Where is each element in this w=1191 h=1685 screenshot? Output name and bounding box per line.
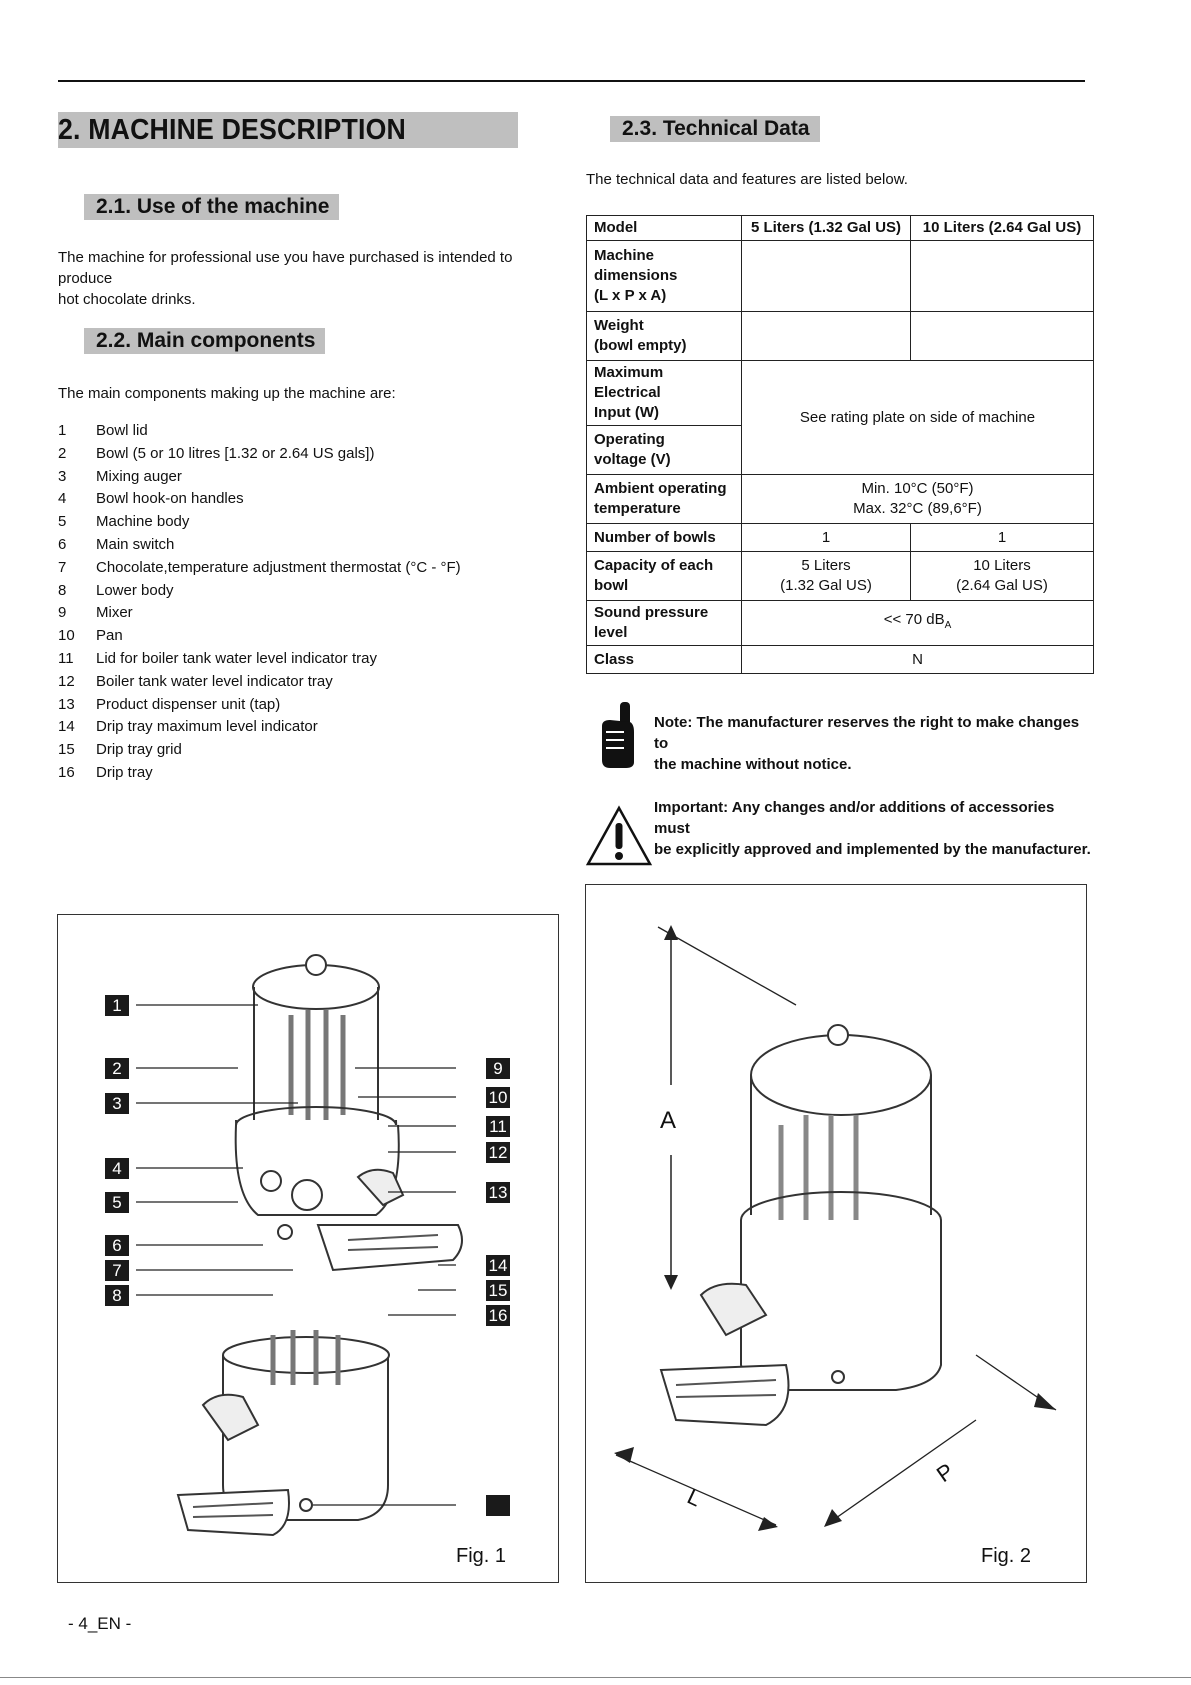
callout-2: 2: [105, 1058, 129, 1079]
row-capacity-label: Capacity of each bowl: [587, 552, 742, 601]
callout-10: 10: [486, 1087, 510, 1108]
callout-13: 13: [486, 1182, 510, 1203]
components-heading: 2.2. Main components: [84, 328, 325, 354]
col-5l: 5 Liters (1.32 Gal US): [742, 216, 911, 241]
tech-intro: The technical data and features are listed below.: [586, 171, 908, 188]
list-item: 2 Bowl (5 or 10 litres [1.32 or 2.64 US gals]): [58, 444, 375, 462]
use-text-line2: hot chocolate drinks.: [58, 291, 196, 308]
components-intro: The main components making up the machine are:: [58, 385, 396, 402]
callout-16: 16: [486, 1305, 510, 1326]
use-text-line1: The machine for professional use you have purchased is intended to produce: [58, 249, 513, 287]
list-item: 15 Drip tray grid: [58, 741, 182, 759]
list-item: 4 Bowl hook-on handles: [58, 490, 244, 508]
list-item: 1 Bowl lid: [58, 422, 148, 439]
row-voltage-label: Operating voltage (V): [587, 426, 742, 475]
ambient-value: Min. 10°C (50°F) Max. 32°C (89,6°F): [742, 475, 1094, 524]
callout-7: 7: [105, 1260, 129, 1281]
bowls-10l: 1: [911, 524, 1094, 552]
dimensions-5l: [742, 241, 911, 312]
fig1-caption: Fig. 1: [456, 1545, 507, 1567]
table-row: [587, 524, 1094, 552]
rating-plate-value: See rating plate on side of machine: [742, 361, 1094, 475]
list-item: 6 Main switch: [58, 535, 175, 553]
row-bowls-label: Number of bowls: [587, 524, 742, 552]
callout-11: 11: [486, 1116, 510, 1137]
table-row: [587, 475, 1094, 524]
col-model: Model: [587, 216, 742, 241]
table-row: [587, 646, 1094, 674]
row-ambient-label: Ambient operating temperature: [587, 475, 742, 524]
callout-blank: [486, 1495, 510, 1516]
sound-value: << 70 $dB_A$: [742, 601, 1094, 646]
dimension-a-label: A: [660, 1107, 677, 1134]
note-text: Note: The manufacturer reserves the right to make changes to the machine without notice.: [654, 714, 1080, 773]
fig2-caption: Fig. 2: [981, 1545, 1032, 1567]
bottom-rule: [0, 1677, 1191, 1678]
components-list: [58, 420, 538, 785]
figure-2: [585, 884, 1087, 1583]
col-10l: 10 Liters (2.64 Gal US): [911, 216, 1094, 241]
list-item: 13 Product dispenser unit (tap): [58, 695, 281, 713]
capacity-5l: 5 Liters (1.32 Gal US): [742, 552, 911, 601]
list-item: 3 Mixing auger: [58, 467, 182, 485]
figure-1: [57, 914, 559, 1583]
weight-10l: [911, 312, 1094, 361]
table-row: [587, 216, 1094, 241]
table-row: [587, 552, 1094, 601]
table-row: [587, 312, 1094, 361]
dimensions-10l: [911, 241, 1094, 312]
top-rule: [58, 80, 1085, 82]
weight-5l: [742, 312, 911, 361]
table-row: [587, 241, 1094, 312]
warning-triangle-icon: [585, 805, 653, 867]
dimension-p-label: P: [931, 1458, 959, 1488]
row-max-input-label: Maximum Electrical Input (W): [587, 361, 742, 426]
table-row: [587, 361, 1094, 426]
callout-6: 6: [105, 1235, 129, 1256]
list-item: 11 Lid for boiler tank water level indicator tray: [58, 649, 377, 667]
tech-heading: 2.3. Technical Data: [610, 116, 820, 142]
capacity-10l: 10 Liters (2.64 Gal US): [911, 552, 1094, 601]
callout-15: 15: [486, 1280, 510, 1301]
bowls-5l: 1: [742, 524, 911, 552]
list-item: 16 Drip tray: [58, 763, 153, 781]
list-item: 12 Boiler tank water level indicator tray: [58, 672, 333, 690]
row-class-label: Class: [587, 646, 742, 674]
use-text: [58, 247, 568, 310]
callout-8: 8: [105, 1285, 129, 1306]
section-title: 2. MACHINE DESCRIPTION: [58, 112, 518, 148]
class-value: N: [742, 646, 1094, 674]
use-heading: 2.1. Use of the machine: [84, 194, 339, 220]
row-dimensions-label: Machine dimensions (L x P x A): [587, 241, 742, 312]
list-item: 9 Mixer: [58, 604, 133, 622]
list-item: 5 Machine body: [58, 513, 190, 531]
list-item: 8 Lower body: [58, 581, 174, 599]
list-item: 10 Pan: [58, 627, 123, 645]
table-row: [587, 601, 1094, 646]
dimension-l-label: L: [683, 1483, 706, 1512]
callout-14: 14: [486, 1255, 510, 1276]
callout-5: 5: [105, 1192, 129, 1213]
important-text: Important: Any changes and/or additions of accessories must be explicitly approved and implemented by the manufacturer.: [654, 799, 1091, 858]
callout-9: 9: [486, 1058, 510, 1079]
hand-pointing-icon: [598, 700, 638, 770]
row-sound-label: Sound pressure level: [587, 601, 742, 646]
list-item: 7 Chocolate,temperature adjustment thermostat (°C - °F): [58, 558, 461, 576]
page-number: - 4_EN -: [68, 1614, 132, 1633]
tech-data-table: [586, 215, 1094, 674]
callout-12: 12: [486, 1142, 510, 1163]
list-item: 14 Drip tray maximum level indicator: [58, 718, 318, 736]
callout-3: 3: [105, 1093, 129, 1114]
callout-1: 1: [105, 995, 129, 1016]
row-weight-label: Weight (bowl empty): [587, 312, 742, 361]
callout-4: 4: [105, 1158, 129, 1179]
